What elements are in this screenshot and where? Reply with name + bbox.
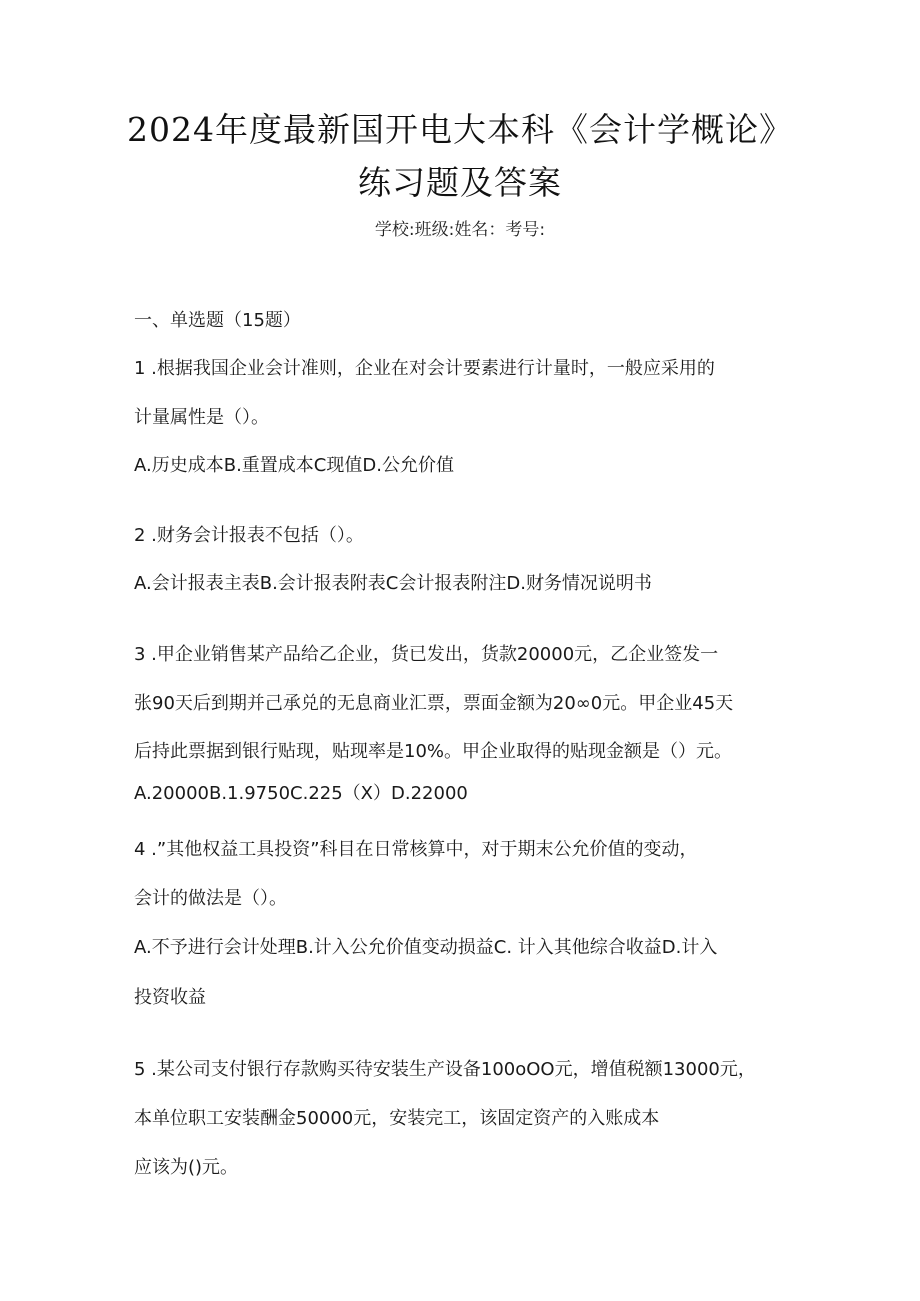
question-1-stem-line-2: 计量属性是（）。 [134, 407, 269, 428]
question-4-options-line-2: 投资收益 [134, 987, 206, 1008]
student-info-line: 学校:班级:姓名：考号: [374, 220, 546, 240]
question-1-stem-line-1: 1 .根据我国企业会计准则，企业在对会计要素进行计量时，一般应采用的 [134, 358, 715, 379]
question-4-stem-line-2: 会计的做法是（）。 [134, 888, 287, 909]
question-3-stem-line-2: 张90天后到期并己承兑的无息商业汇票，票面金额为20∞0元。甲企业45天 [134, 693, 734, 714]
question-3-stem-line-3: 后持此票据到银行贴现，贴现率是10%。甲企业取得的贴现金额是（）元。 [134, 741, 733, 762]
question-2-stem: 2 .财务会计报表不包括（）。 [134, 525, 364, 546]
question-5-stem-line-3: 应该为()元。 [134, 1157, 239, 1178]
question-4-options-line-1: A.不予进行会计处理B.计入公允价值变动损益C. 计入其他综合收益D.计入 [134, 937, 718, 958]
question-5-stem-line-2: 本单位职工安装酬金50000元，安装完工，该固定资产的入账成本 [134, 1108, 660, 1129]
question-2-options: A.会计报表主表B.会计报表附表C会计报表附注D.财务情况说明书 [134, 573, 652, 594]
question-4-stem-line-1: 4 .”其他权益工具投资”科目在日常核算中，对于期末公允价值的变动， [134, 839, 698, 860]
question-3-options: A.20000B.1.9750C.225（X）D.22000 [134, 783, 468, 804]
question-1-options: A.历史成本B.重置成本C现值D.公允价值 [134, 455, 454, 476]
question-5-stem-line-1: 5 .某公司支付银行存款购买待安装生产设备100oOO元，增值税额13000元， [134, 1059, 756, 1080]
document-title-line2: 练习题及答案 [358, 163, 562, 202]
question-3-stem-line-1: 3 .甲企业销售某产品给乙企业，货已发出，货款20000元，乙企业签发一 [134, 644, 719, 665]
section-heading: 一、单选题（15题） [134, 310, 301, 331]
document-title-line1: 2024年度最新国开电大本科《会计学概论》 [127, 110, 793, 149]
